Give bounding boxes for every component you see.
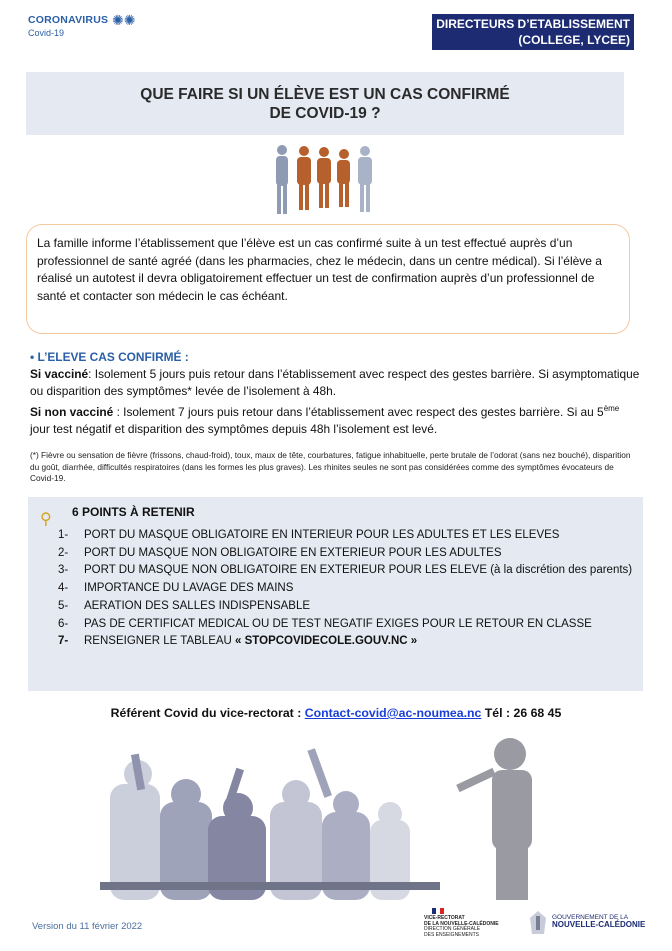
list-item [58, 633, 632, 651]
audience-line-1: DIRECTEURS D’ETABLISSEMENT [436, 17, 630, 31]
item-text: RENSEIGNER LE TABLEAU [84, 635, 236, 648]
logo-title: CORONAVIRUS [28, 14, 109, 26]
vaccinated-paragraph [30, 366, 640, 400]
unvaccinated-label: Si non vacciné [30, 404, 114, 419]
audience-tag [432, 14, 634, 50]
list-item [58, 598, 632, 616]
coronavirus-logo [28, 14, 138, 50]
key-points-box [28, 497, 643, 691]
unvaccinated-text-a: : Isolement 7 jours puis retour dans l’établissement avec respect des gestes barrière. Si au 5 [113, 404, 604, 419]
vaccinated-label: Si vacciné [30, 367, 89, 381]
key-points-list [58, 527, 632, 651]
title-line-2: DE COVID-19 ? [269, 105, 381, 122]
item-number: 5- [58, 599, 69, 612]
version-date: Version du 11 février 2022 [32, 921, 143, 932]
vr-line-4: DES ENSEIGNEMENTS [424, 931, 480, 938]
item-number: 7- [58, 635, 69, 648]
key-points-heading: 6 POINTS À RETENIR [72, 505, 195, 519]
french-flag-icon [432, 908, 444, 914]
vaccinated-text: : Isolement 5 jours puis retour dans l’établissement avec respect des gestes barrière. Si asymptomatique ou disparition des symptômes* levée de l’isolement à 48h. [30, 367, 640, 398]
item-number: 6- [58, 617, 69, 630]
classroom-illustration [100, 724, 580, 900]
audience-line-2: (COLLEGE, LYCEE) [518, 33, 630, 47]
list-item [58, 580, 632, 598]
referent-line [0, 706, 672, 720]
referent-label: Référent Covid du vice-rectorat : [110, 706, 305, 720]
item-text: PORT DU MASQUE NON OBLIGATOIRE EN EXTERIEUR POUR LES ELEVE (à la discrétion des parents) [84, 564, 633, 577]
page-title [26, 72, 624, 123]
case-heading: • L’ELEVE CAS CONFIRMÉ : [30, 350, 189, 364]
confirmed-case-section [30, 349, 640, 438]
government-logo [528, 910, 648, 938]
referent-phone: Tél : 26 68 45 [481, 706, 562, 720]
intro-box [26, 224, 630, 334]
symptoms-footnote: (*) Fièvre ou sensation de fièvre (frissons, chaud-froid), toux, maux de tête, courbatures, fatigue inhabituelle, perte brutale de l’odorat (sans nez bouché), disparition du goût, diarrhée, difficultés respiratoires (dans les formes les plus graves). Les rhinites seules ne sont pas considérées comme des symptômes évocateurs de Covid-19. [30, 450, 631, 483]
list-item [58, 616, 632, 634]
item-number: 3- [58, 564, 69, 577]
desk [100, 882, 440, 890]
item-text: PORT DU MASQUE OBLIGATOIRE EN INTERIEUR POUR LES ADULTES ET LES ELEVES [84, 529, 560, 541]
item-text: IMPORTANCE DU LAVAGE DES MAINS [84, 582, 294, 595]
students-silhouettes [110, 748, 410, 900]
government-text [552, 914, 645, 929]
student-left-figure [276, 145, 288, 214]
stopcovid-site: « STOPCOVIDECOLE.GOUV.NC » [235, 635, 418, 648]
vice-rectorat-logo [420, 908, 520, 942]
list-item [58, 527, 632, 545]
list-item [58, 545, 632, 563]
unvaccinated-superscript: ème [603, 404, 620, 413]
virus-icon: ✺✺ [112, 12, 136, 28]
unvaccinated-text-b: jour test négatif et disparition des symptômes depuis 48h l’isolement est levé. [30, 421, 438, 436]
intro-text: La famille informe l’établissement que l’élève est un cas confirmé suite à un test effectué auprès d’un professionnel de santé agréé (dans les pharmacies, chez le médecin, dans un centre médical). Si l’élève a réalisé un autotest il devra obligatoirement effectuer un test de confirmation auprès d’un professionnel de santé et contacter son médecin le cas échéant. [37, 236, 602, 303]
contact-email-link[interactable]: Contact-covid@ac-noumea.nc [304, 706, 482, 720]
title-band [26, 72, 624, 135]
gov-line-1: GOUVERNEMENT DE LA [552, 914, 629, 921]
student-orange-figures [297, 146, 350, 210]
key-icon: ⚲ [40, 511, 52, 528]
student-right-figure [358, 146, 372, 212]
logo-subtitle: Covid-19 [28, 28, 65, 38]
item-text: AERATION DES SALLES INDISPENSABLE [84, 599, 311, 612]
unvaccinated-paragraph [30, 400, 640, 438]
item-text: PORT DU MASQUE NON OBLIGATOIRE EN EXTERIEUR POUR LES ADULTES [84, 546, 502, 559]
item-number: 1- [58, 529, 69, 541]
gov-line-2: NOUVELLE-CALÉDONIE [552, 920, 646, 929]
title-line-1: QUE FAIRE SI UN ÉLÈVE EST UN CAS CONFIRMÉ [140, 86, 510, 103]
item-number: 4- [58, 582, 69, 595]
vr-line-1: VICE-RECTORAT [424, 915, 465, 921]
vr-line-3: DIRECTION GÉNÉRALE [424, 926, 481, 933]
vice-rectorat-text [424, 916, 499, 938]
list-item [58, 562, 632, 580]
government-emblem-icon [528, 910, 548, 936]
vr-line-2: DE LA NOUVELLE-CALÉDONIE [424, 920, 499, 927]
item-number: 2- [58, 546, 69, 559]
students-illustration [268, 142, 380, 218]
item-text: PAS DE CERTIFICAT MEDICAL OU DE TEST NEGATIF EXIGES POUR LE RETOUR EN CLASSE [84, 617, 592, 630]
teacher-silhouette [456, 738, 532, 900]
